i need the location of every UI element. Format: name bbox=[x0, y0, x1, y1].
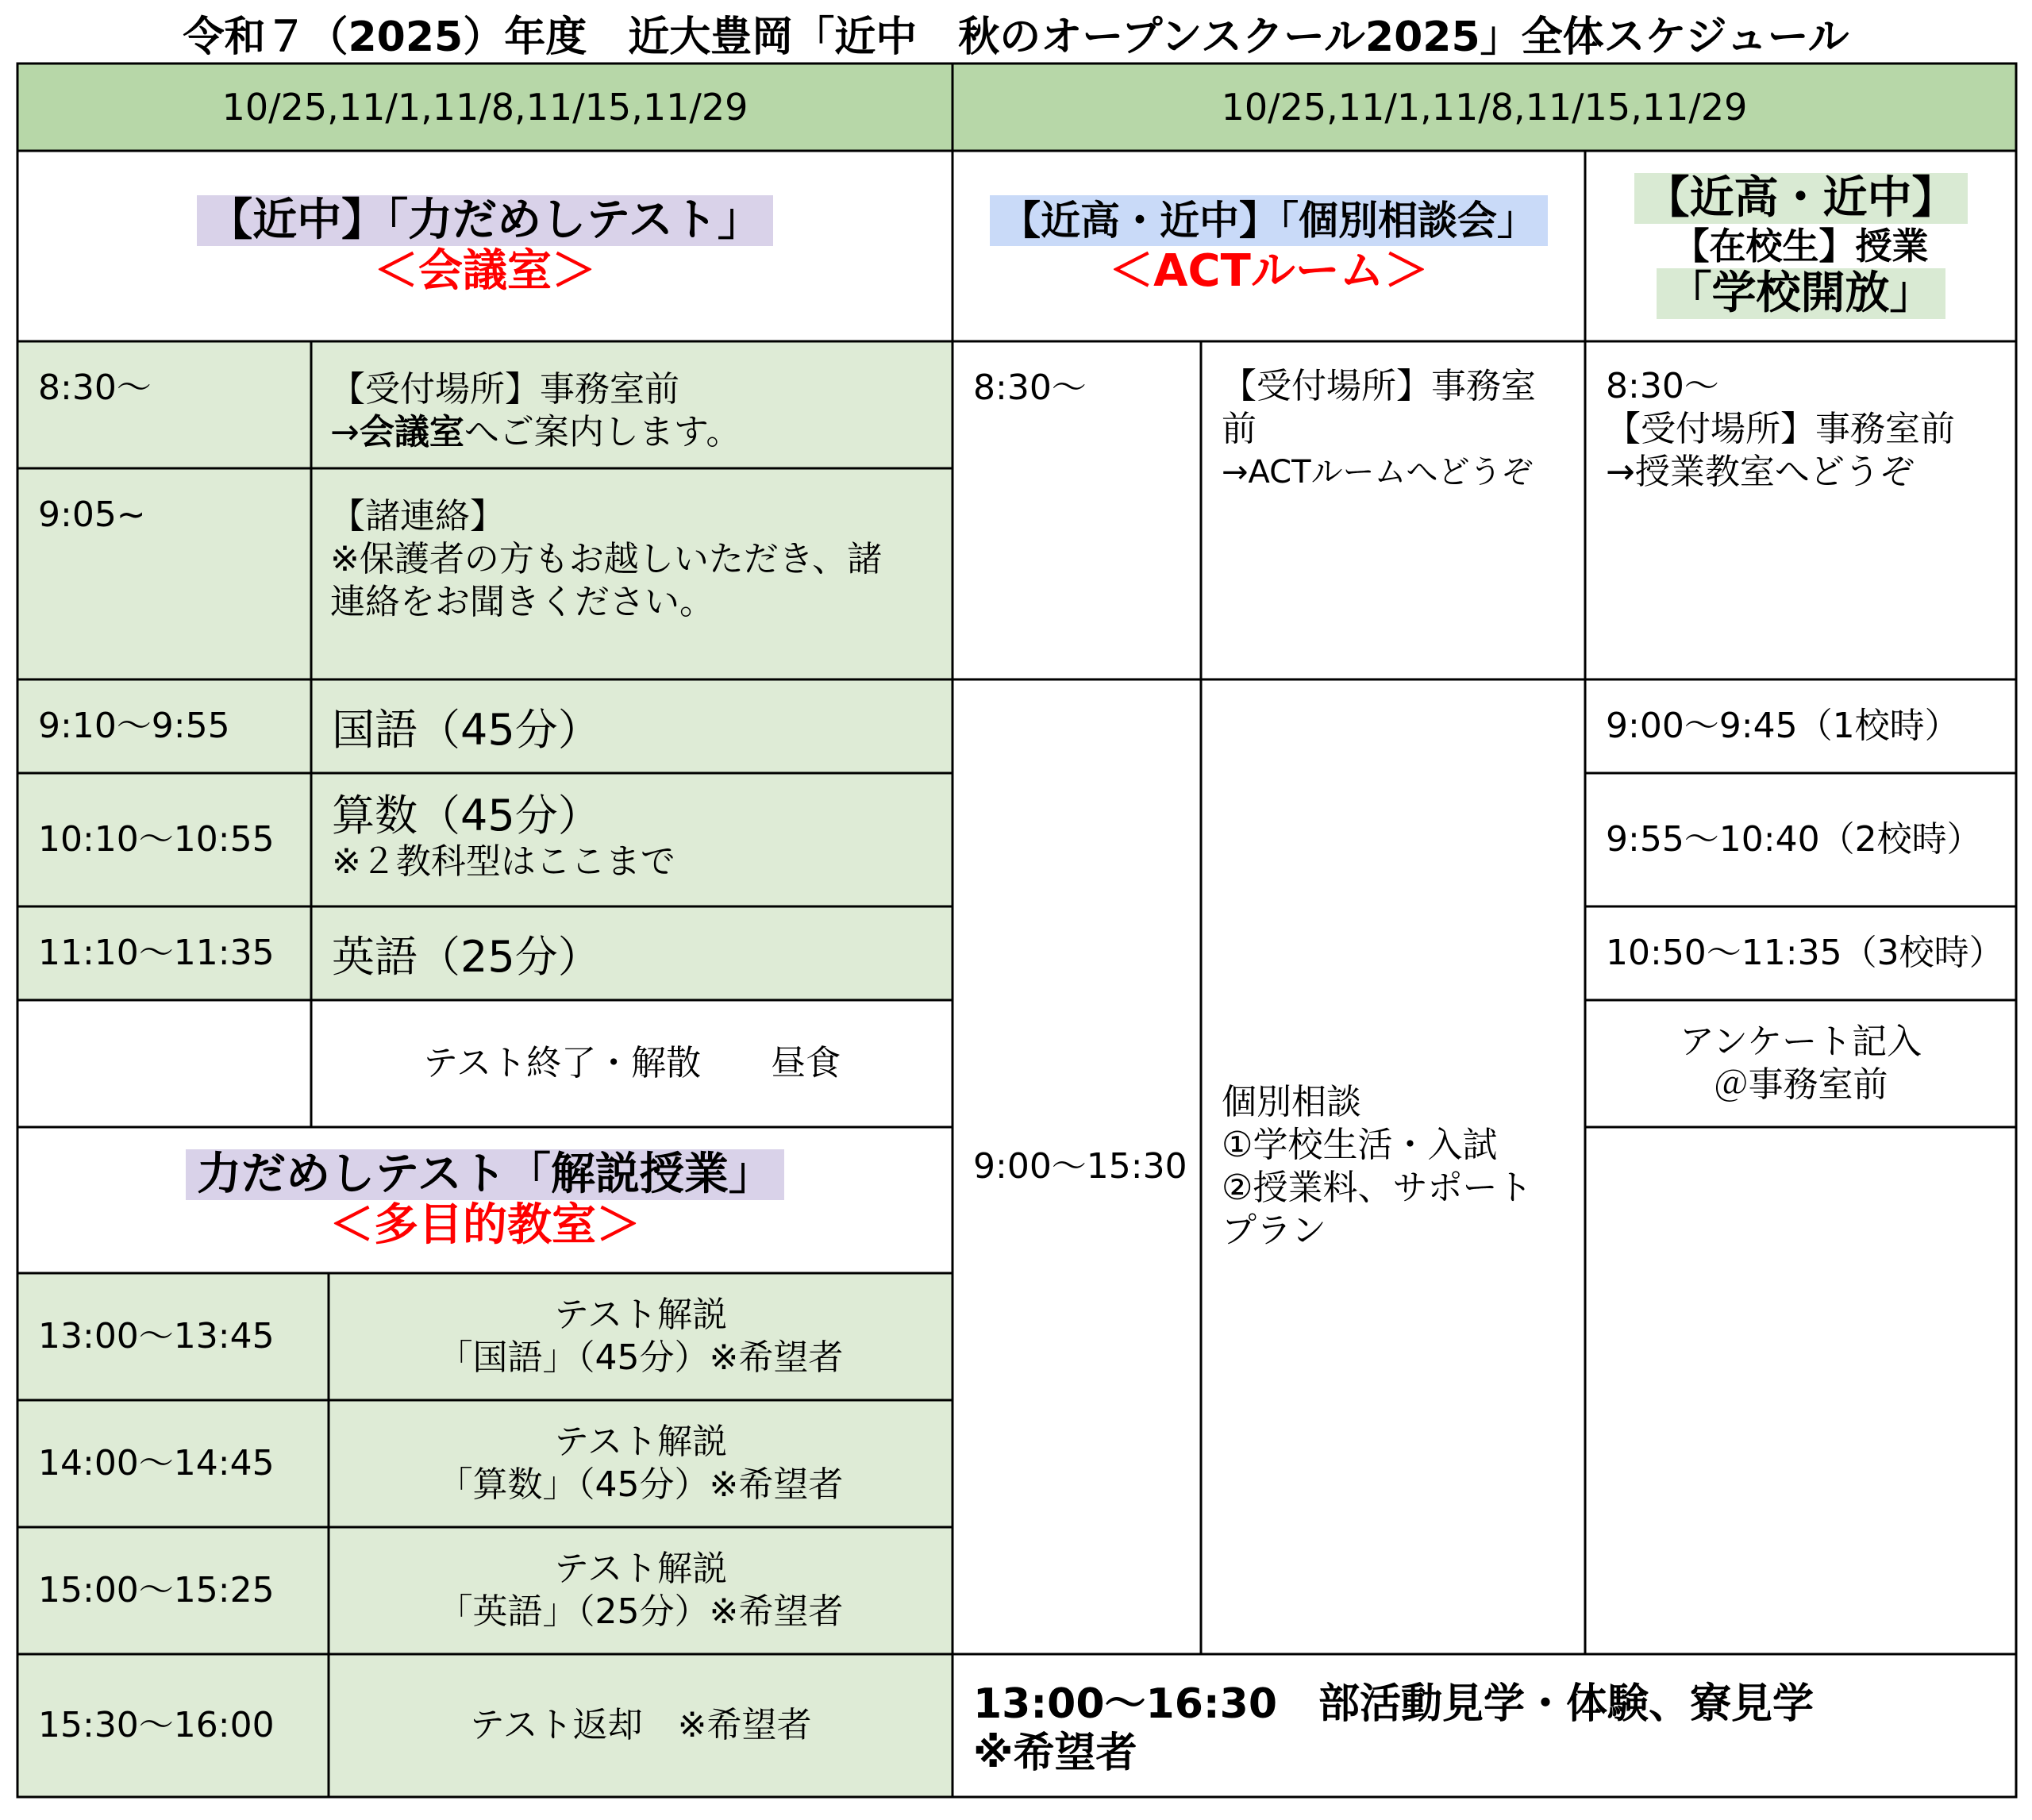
consult-reception-line2: 前 bbox=[1222, 409, 1257, 449]
openclass-period-1-text: 9:00〜9:45（1校時） bbox=[1606, 706, 1960, 746]
consult-title: 【近高・近中】「個別相談会」 bbox=[990, 195, 1548, 246]
review-detail-3-line1: テスト返却 ※希望者 bbox=[469, 1705, 812, 1745]
consult-room: ＜ACTルーム＞ bbox=[1109, 245, 1429, 297]
openclass-title1: 【近高・近中】 bbox=[1634, 173, 1968, 224]
meeting-room-label: 会議室 bbox=[359, 412, 464, 452]
review-detail-2-line2: 「英語」（25分）※希望者 bbox=[437, 1591, 844, 1632]
openclass-reception-line2: →授業教室へどうぞ bbox=[1606, 452, 1915, 492]
test-title: 【近中】「力だめしテスト」 bbox=[197, 195, 773, 246]
consult-reception-line3: →ACTルームへどうぞ bbox=[1222, 454, 1534, 491]
consult-reception-line1: 【受付場所】事務室 bbox=[1222, 366, 1536, 406]
guide-text: へご案内します。 bbox=[464, 412, 741, 452]
test-room: ＜会議室＞ bbox=[374, 245, 596, 297]
openclass-survey-line1: アンケート記入 bbox=[1679, 1022, 1922, 1062]
subject-english-text: 英語（25分） bbox=[332, 931, 601, 982]
test-time-4-text: 11:10〜11:35 bbox=[38, 933, 275, 973]
subject-math-text: 算数（45分） bbox=[332, 791, 601, 841]
openclass-survey-line2: ＠事務室前 bbox=[1713, 1064, 1888, 1105]
review-detail-1-line1: テスト解説 bbox=[553, 1422, 728, 1462]
test-detail-1-line3: 連絡をお聞きください。 bbox=[330, 582, 714, 622]
subject-japanese-text: 国語（45分） bbox=[332, 704, 601, 755]
page-title: 令和７（2025）年度 近大豊岡「近中 秋のオープンスクール2025」全体スケジュール bbox=[183, 13, 1849, 61]
club-activity-line2: ※希望者 bbox=[973, 1730, 1137, 1777]
review-detail-1-line2: 「算数」（45分）※希望者 bbox=[437, 1464, 844, 1505]
consult-main-line4: プラン bbox=[1222, 1210, 1326, 1251]
consult-main-line3: ②授業料、サポート bbox=[1222, 1168, 1533, 1208]
test-time-0: 8:30〜 bbox=[38, 367, 152, 408]
consult-reception-time: 8:30〜 bbox=[973, 367, 1087, 408]
openclass-period-2-text: 9:55〜10:40（2校時） bbox=[1606, 819, 1982, 860]
openclass-title2: 【在校生】授業 bbox=[1672, 225, 1929, 267]
consult-main-line1: 個別相談 bbox=[1222, 1082, 1361, 1122]
review-detail-2-line1: テスト解説 bbox=[553, 1549, 728, 1589]
openclass-reception-line1: 【受付場所】事務室前 bbox=[1606, 409, 1955, 449]
test-detail-1-line1: 【諸連絡】 bbox=[330, 496, 505, 537]
review-time-1-text: 14:00〜14:45 bbox=[38, 1443, 275, 1483]
test-time-3-text: 10:10〜10:55 bbox=[38, 819, 275, 860]
consult-main-time-text: 9:00〜15:30 bbox=[973, 1146, 1187, 1187]
test-detail-0-line1: 【受付場所】事務室前 bbox=[330, 369, 679, 410]
review-room: ＜多目的教室＞ bbox=[329, 1199, 641, 1251]
test-time-1: 9:05~ bbox=[38, 494, 146, 535]
review-detail-0-line1: テスト解説 bbox=[553, 1295, 728, 1335]
header-dates-right-text: 10/25,11/1,11/8,11/15,11/29 bbox=[1221, 86, 1748, 129]
review-title: 力だめしテスト「解説授業」 bbox=[186, 1149, 784, 1200]
subject-math-note: ※２教科型はここまで bbox=[332, 841, 675, 882]
review-time-2-text: 15:00〜15:25 bbox=[38, 1570, 275, 1610]
openclass-reception-time: 8:30〜 bbox=[1606, 366, 1719, 406]
test-time-2-text: 9:10〜9:55 bbox=[38, 706, 230, 746]
review-time-0-text: 13:00〜13:45 bbox=[38, 1316, 275, 1356]
openclass-title3: 「学校開放」 bbox=[1657, 268, 1945, 319]
club-activity-line1: 13:00〜16:30 部活動見学・体験、寮見学 bbox=[973, 1680, 1815, 1728]
test-detail-1-line2: ※保護者の方もお越しいただき、諸 bbox=[330, 539, 883, 579]
header-dates-left-text: 10/25,11/1,11/8,11/15,11/29 bbox=[221, 86, 749, 129]
test-end-text: テスト終了・解散 昼食 bbox=[422, 1043, 841, 1083]
consult-main-line2: ①学校生活・入試 bbox=[1222, 1125, 1498, 1165]
openclass-period-3-text: 10:50〜11:35（3校時） bbox=[1606, 933, 2004, 973]
arrow-icon: → bbox=[330, 412, 360, 452]
review-detail-0-line2: 「国語」（45分）※希望者 bbox=[437, 1337, 844, 1378]
review-time-3-text: 15:30〜16:00 bbox=[38, 1705, 275, 1745]
